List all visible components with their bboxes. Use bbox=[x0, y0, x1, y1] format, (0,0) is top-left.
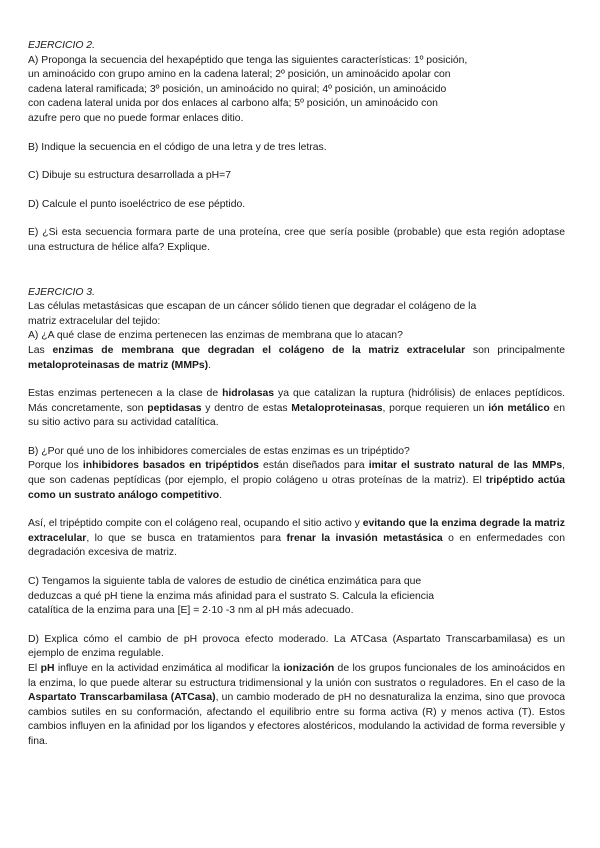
answer-text: , porque requieren un bbox=[382, 402, 489, 414]
answer-text: están diseñados para bbox=[258, 460, 369, 472]
answer-bold: inhibidores basados en tripéptidos bbox=[82, 460, 259, 472]
answer-text: de los grupos funcionales de los aminoácidos en la enzima, lo que puede alterar su estructura tridimensional y la unión con sustratos o reguladores. En el caso de la bbox=[28, 663, 565, 689]
ex3-answer-d bbox=[28, 662, 565, 750]
ex2-a-block bbox=[28, 39, 565, 127]
answer-text: en su sitio activo para su actividad catalítica. bbox=[28, 402, 565, 429]
answer-text: y dentro de estas bbox=[201, 402, 292, 414]
ex2-a-line: A) Proponga la secuencia del hexapéptido que tenga las siguientes características: 1º posición, bbox=[28, 54, 468, 66]
answer-bold: Metaloproteinasas bbox=[291, 402, 383, 414]
ex3-question-a: A) ¿A qué clase de enzima pertenecen las enzimas de membrana que lo atacan? bbox=[28, 330, 403, 342]
ex2-question-c: C) Dibuje su estructura desarrollada a pH=7 bbox=[28, 170, 232, 182]
ex3-question-d: D) Explica cómo el cambio de pH provoca efecto moderado. La ATCasa (Aspartato Transcarbamilasa) es un ejemplo de enzima regulable. bbox=[28, 633, 565, 660]
answer-bold: ión metálico bbox=[488, 402, 550, 414]
answer-text: ya que catalizan la ruptura (hidrólisis) de enlaces peptídicos. Más concretamente, son bbox=[28, 388, 565, 414]
ex3-intro-line: matriz extracelular del tejido: bbox=[28, 315, 161, 327]
ex3-question-c-line: catalítica de la enzima para una [E] = 2·10 -3 nm al pH más adecuado. bbox=[28, 605, 354, 617]
answer-text: Estas enzimas pertenecen a la clase de bbox=[28, 388, 223, 400]
answer-text: o en enfermedades con degradación excesiva de matriz. bbox=[28, 532, 565, 559]
ex2-a-line: un aminoácido con grupo amino en la cadena lateral; 2º posición, un aminoácido apolar con bbox=[28, 69, 451, 81]
ex2-a-line: cadena lateral ramificada; 3º posición, un aminoácido no quiral; 4º posición, un aminoácido bbox=[28, 83, 447, 95]
ex3-title: EJERCICIO 3. bbox=[28, 286, 95, 298]
answer-text: El bbox=[28, 663, 41, 674]
answer-bold: pH bbox=[40, 663, 55, 674]
ex3-question-c bbox=[28, 575, 565, 619]
answer-text: influye en la actividad enzimática al modificar la bbox=[54, 663, 284, 674]
answer-text: , un cambio moderado de pH no desnaturaliza la enzima, sino que provoca cambios sutiles en su conformación, afectando el equilibrio entre su forma activa (R) y menos activa (T). Estos cambios influyen en la afinidad por los ligandos y efectores alostéricos, modulando la actividad de forma reversible y fina. bbox=[28, 692, 565, 747]
ex3-answer-b1 bbox=[28, 459, 565, 503]
answer-text: son principalmente bbox=[465, 344, 566, 356]
answer-bold: peptidasas bbox=[147, 402, 202, 414]
ex3-question-b: B) ¿Por qué uno de los inhibidores comerciales de estas enzimas es un tripéptido? bbox=[28, 445, 410, 457]
answer-bold: tripéptido actúa como un sustrato análogo competitivo bbox=[28, 475, 565, 501]
ex2-a-line: con cadena lateral unida por dos enlaces al carbono alfa; 5º posición, un aminoácido con bbox=[28, 98, 438, 110]
answer-bold: Aspartato Transcarbamilasa (ATCasa) bbox=[28, 692, 216, 704]
ex3-intro-line: Las células metastásicas que escapan de un cáncer sólido tienen que degradar el colágeno de la bbox=[28, 301, 477, 313]
answer-text: , que son cadenas peptídicas (por ejemplo, el propio colágeno u otras proteínas de la matriz). El bbox=[28, 460, 566, 487]
answer-bold: enzimas de membrana que degradan el colágeno de la matriz extracelular bbox=[52, 344, 466, 356]
ex3-question-c-line: C) Tengamos la siguiente tabla de valores de estudio de cinética enzimática para que bbox=[28, 576, 422, 588]
ex2-question-d: D) Calcule el punto isoeléctrico de ese péptido. bbox=[28, 198, 246, 210]
answer-text: Porque los bbox=[28, 460, 83, 472]
answer-bold: hidrolasas bbox=[222, 388, 275, 400]
ex2-question-e: E) ¿Si esta secuencia formara parte de una proteína, cree que sería posible (probable) que esta región adoptase una estructura de hélice alfa? Explique. bbox=[28, 227, 565, 253]
answer-text: , lo que se busca en tratamientos para bbox=[86, 532, 287, 544]
ex2-question-b: B) Indique la secuencia en el código de una letra y de tres letras. bbox=[28, 141, 327, 153]
answer-bold: ionización bbox=[283, 663, 335, 674]
answer-text: Así, el tripéptido compite con el colágeno real, ocupando el sitio activo y bbox=[28, 518, 363, 530]
answer-text: Las bbox=[28, 344, 53, 356]
ex2-title: EJERCICIO 2. bbox=[28, 40, 95, 51]
ex2-a-line: azufre pero que no puede formar enlaces ditio. bbox=[28, 112, 244, 124]
answer-bold: imitar el sustrato natural de las MMPs bbox=[368, 460, 563, 472]
answer-text: . bbox=[219, 489, 222, 501]
ex3-answer-a2 bbox=[28, 387, 565, 431]
answer-bold: metaloproteinasas de matriz (MMPs) bbox=[28, 359, 209, 371]
ex3-answer-b2 bbox=[28, 517, 565, 561]
ex3-intro-block bbox=[28, 286, 565, 344]
answer-text: . bbox=[208, 359, 212, 371]
ex3-answer-a1 bbox=[28, 344, 565, 373]
answer-bold: frenar la invasión metastásica bbox=[286, 532, 443, 544]
answer-bold: evitando que la enzima degrade la matriz extracelular bbox=[28, 518, 565, 544]
ex3-question-c-line: deduzcas a qué pH tiene la enzima más afinidad para el sustrato S. Calcula la eficiencia bbox=[28, 590, 435, 602]
document-page bbox=[28, 39, 565, 750]
